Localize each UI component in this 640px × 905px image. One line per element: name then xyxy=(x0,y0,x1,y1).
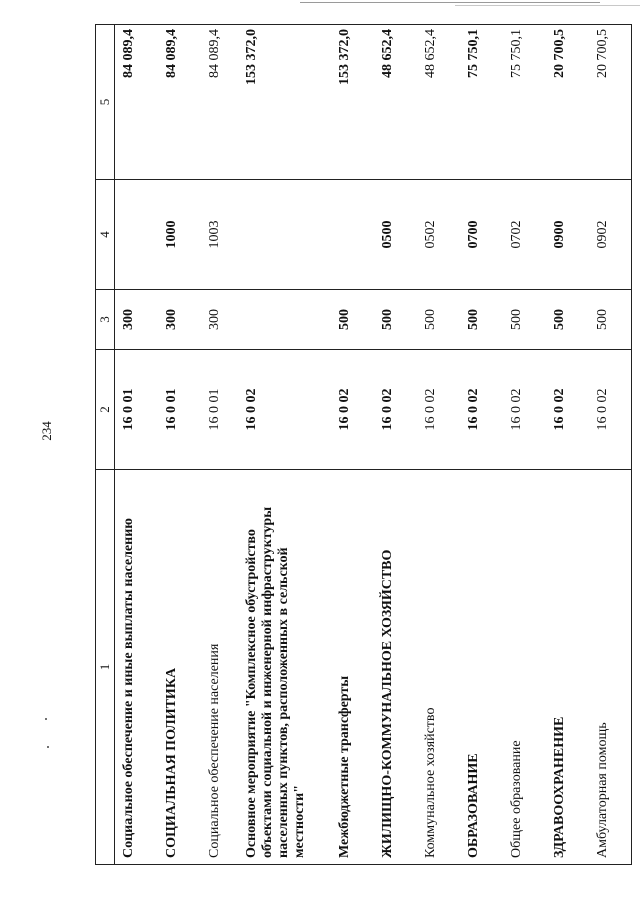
section-code-cell xyxy=(331,180,374,290)
table-row xyxy=(546,25,589,865)
amount-cell: 48 652,4 xyxy=(417,25,460,180)
row-name-cell: Социальное обеспечение и иные выплаты населению xyxy=(115,470,158,865)
amount-cell: 84 089,4 xyxy=(201,25,244,180)
column-header: 5 xyxy=(96,25,115,180)
section-code-cell: 1000 xyxy=(158,180,201,290)
table-row xyxy=(158,25,201,865)
section-code-cell xyxy=(115,180,158,290)
amount-cell: 75 750,1 xyxy=(503,25,546,180)
target-article-cell: 16 0 01 xyxy=(201,350,244,470)
target-article-cell: 16 0 02 xyxy=(460,350,503,470)
row-name-cell: Межбюджетные трансферты xyxy=(331,470,374,865)
scan-dust-dot xyxy=(45,718,47,720)
expense-type-cell: 500 xyxy=(503,290,546,350)
amount-cell: 20 700,5 xyxy=(546,25,589,180)
section-code-cell: 0502 xyxy=(417,180,460,290)
expense-type-cell: 300 xyxy=(115,290,158,350)
target-article-cell: 16 0 02 xyxy=(546,350,589,470)
scan-dust-dot xyxy=(47,746,49,748)
target-article-cell: 16 0 02 xyxy=(503,350,546,470)
page-number: 234 xyxy=(39,421,54,441)
target-article-cell: 16 0 02 xyxy=(589,350,632,470)
row-name-cell: СОЦИАЛЬНАЯ ПОЛИТИКА xyxy=(158,470,201,865)
expense-type-cell: 300 xyxy=(201,290,244,350)
table-header-row xyxy=(96,25,115,865)
amount-cell: 153 372,0 xyxy=(331,25,374,180)
table-row xyxy=(589,25,632,865)
target-article-cell: 16 0 02 xyxy=(374,350,417,470)
target-article-cell: 16 0 02 xyxy=(244,350,331,470)
table-row xyxy=(374,25,417,865)
target-article-cell: 16 0 01 xyxy=(158,350,201,470)
section-code-cell: 0500 xyxy=(374,180,417,290)
scan-artifact-line xyxy=(300,2,600,3)
expense-type-cell: 500 xyxy=(546,290,589,350)
column-header: 1 xyxy=(96,470,115,865)
target-article-cell: 16 0 02 xyxy=(331,350,374,470)
table-row xyxy=(503,25,546,865)
row-name-cell: ЖИЛИЩНО-КОММУНАЛЬНОЕ ХОЗЯЙСТВО xyxy=(374,470,417,865)
table-row xyxy=(417,25,460,865)
target-article-cell: 16 0 02 xyxy=(417,350,460,470)
table-row xyxy=(460,25,503,865)
row-name-cell: ОБРАЗОВАНИЕ xyxy=(460,470,503,865)
rotated-table-area xyxy=(39,25,635,865)
row-name-cell: Социальное обеспечение населения xyxy=(201,470,244,865)
section-code-cell: 0900 xyxy=(546,180,589,290)
amount-cell: 153 372,0 xyxy=(244,25,331,180)
expense-type-cell: 500 xyxy=(331,290,374,350)
table-row xyxy=(244,25,331,865)
table-row xyxy=(331,25,374,865)
amount-cell: 84 089,4 xyxy=(115,25,158,180)
amount-cell: 84 089,4 xyxy=(158,25,201,180)
amount-cell: 20 700,5 xyxy=(589,25,632,180)
section-code-cell: 0702 xyxy=(503,180,546,290)
table-row xyxy=(115,25,158,865)
row-name-cell: Основное мероприятие "Комплексное обустройство объектами социальной и инженерной инфраструктуры населенных пунктов, расположенных в сельской местности" xyxy=(244,470,331,865)
expense-type-cell: 300 xyxy=(158,290,201,350)
section-code-cell xyxy=(244,180,331,290)
row-name-cell: Коммунальное хозяйство xyxy=(417,470,460,865)
column-header: 3 xyxy=(96,290,115,350)
table-row xyxy=(201,25,244,865)
section-code-cell: 0902 xyxy=(589,180,632,290)
expense-type-cell: 500 xyxy=(589,290,632,350)
expense-type-cell xyxy=(244,290,331,350)
amount-cell: 75 750,1 xyxy=(460,25,503,180)
budget-table xyxy=(95,24,632,865)
row-name-cell: Амбулаторная помощь xyxy=(589,470,632,865)
amount-cell: 48 652,4 xyxy=(374,25,417,180)
scan-artifact-line xyxy=(455,5,640,6)
expense-type-cell: 500 xyxy=(374,290,417,350)
target-article-cell: 16 0 01 xyxy=(115,350,158,470)
row-name-cell: ЗДРАВООХРАНЕНИЕ xyxy=(546,470,589,865)
column-header: 2 xyxy=(96,350,115,470)
expense-type-cell: 500 xyxy=(460,290,503,350)
section-code-cell: 1003 xyxy=(201,180,244,290)
row-name-cell: Общее образование xyxy=(503,470,546,865)
expense-type-cell: 500 xyxy=(417,290,460,350)
section-code-cell: 0700 xyxy=(460,180,503,290)
table-body xyxy=(115,25,632,865)
column-header: 4 xyxy=(96,180,115,290)
